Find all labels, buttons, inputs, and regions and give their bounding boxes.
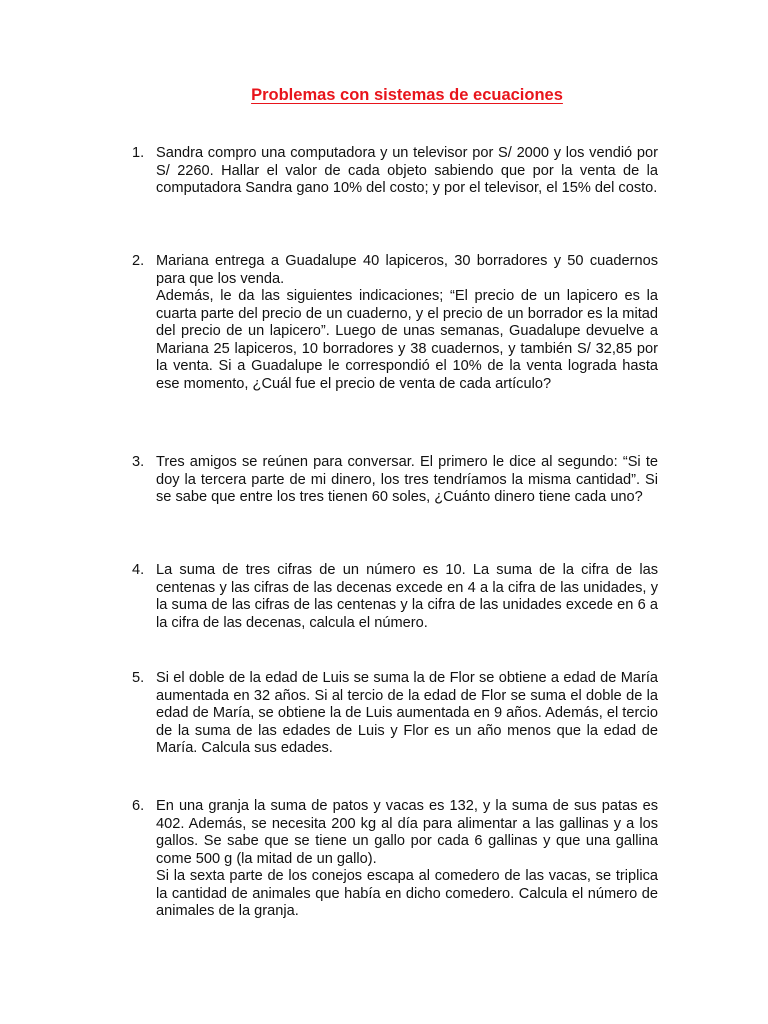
- problem-paragraph: Tres amigos se reúnen para conversar. El primero le dice al segundo: “Si te doy la tercera parte de mi dinero, los tres tendríamos la misma cantidad”. Si se sabe que entre los tres tienen 60 soles, ¿Cuánto dinero tiene cada uno?: [156, 454, 658, 505]
- problem-paragraph: Si la sexta parte de los conejos escapa al comedero de las vacas, se triplica la cantidad de animales que había en dicho comedero. Calcula el número de animales de la granja.: [156, 868, 658, 919]
- problem-text: [156, 454, 658, 507]
- problem-1: [132, 145, 658, 198]
- problem-number: 2.: [132, 253, 145, 269]
- problem-paragraph: La suma de tres cifras de un número es 10. La suma de la cifra de las centenas y las cifras de las decenas excede en 4 a la cifra de las unidades, y la suma de las cifras de las centenas y la cifra de las unidades excede en 6 a la cifra de las decenas, calcula el número.: [156, 562, 658, 631]
- problem-text: [156, 145, 658, 198]
- problem-6: [132, 798, 658, 921]
- problem-text: [156, 562, 658, 632]
- problem-number: 5.: [132, 670, 145, 686]
- problem-text: [156, 253, 658, 393]
- problem-4: [132, 562, 658, 632]
- problem-text: [156, 670, 658, 758]
- problem-number: 4.: [132, 562, 145, 578]
- problem-number: 6.: [132, 798, 145, 814]
- document-title: Problemas con sistemas de ecuaciones: [251, 86, 563, 104]
- problem-paragraph: Mariana entrega a Guadalupe 40 lapiceros, 30 borradores y 50 cuadernos para que los venda.: [156, 253, 658, 287]
- problem-3: [132, 454, 658, 507]
- problem-text: [156, 798, 658, 921]
- problem-number: 1.: [132, 145, 145, 161]
- problem-paragraph: En una granja la suma de patos y vacas es 132, y la suma de sus patas es 402. Además, se necesita 200 kg al día para alimentar a las gallinas y a los gallos. Se sabe que se tiene un gallo por cada 6 gallinas y que una gallina come 500 g (la mitad de un gallo).: [156, 798, 658, 867]
- problem-paragraph: Además, le da las siguientes indicaciones; “El precio de un lapicero es la cuarta parte del precio de un cuaderno, y el precio de un borrador es la mitad del precio de un lapicero”. Luego de unas semanas, Guadalupe devuelve a Mariana 25 lapiceros, 10 borradores y 38 cuadernos, y también S/ 32,85 por la venta. Si a Guadalupe le correspondió el 10% de la venta lograda hasta ese momento, ¿Cuál fue el precio de venta de cada artículo?: [156, 288, 658, 392]
- problem-2: [132, 253, 658, 393]
- problem-paragraph: Si el doble de la edad de Luis se suma la de Flor se obtiene a edad de María aumentada en 32 años. Si al tercio de la edad de Flor se suma el doble de la edad de María, se obtiene la de Luis aumentada en 9 años. Además, el tercio de la suma de las edades de Luis y Flor es un año menos que la edad de María. Calcula sus edades.: [156, 670, 658, 756]
- problem-5: [132, 670, 658, 758]
- problem-number: 3.: [132, 454, 145, 470]
- problem-paragraph: Sandra compro una computadora y un televisor por S/ 2000 y los vendió por S/ 2260. Hallar el valor de cada objeto sabiendo que por la venta de la computadora Sandra gano 10% del costo; y por el televisor, el 15% del costo.: [156, 145, 658, 196]
